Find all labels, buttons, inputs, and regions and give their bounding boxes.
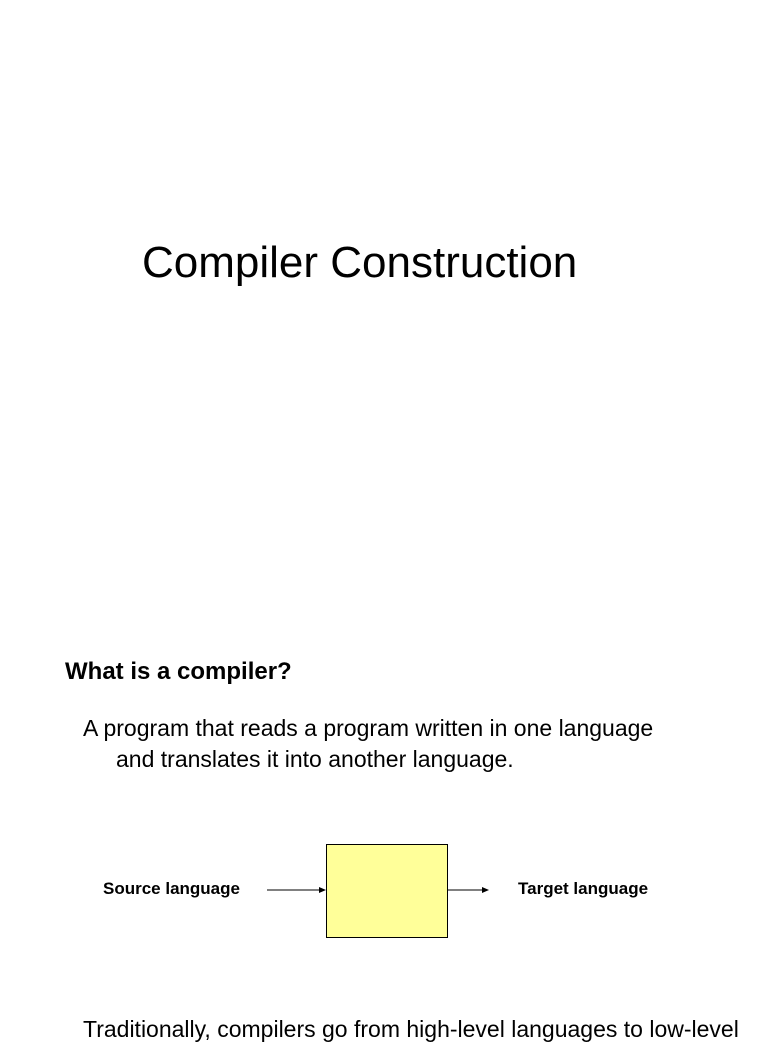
definition-text — [83, 713, 733, 775]
bullet-text-cutoff: Traditionally, compilers go from high-level languages to low-level — [83, 1016, 739, 1042]
section-heading: What is a compiler? — [65, 658, 292, 685]
source-language-label: Source language — [103, 879, 240, 898]
slide-title: Compiler Construction — [142, 238, 578, 287]
input-arrow-icon — [267, 884, 327, 896]
compiler-box — [326, 844, 448, 938]
target-language-label: Target language — [518, 879, 649, 898]
output-arrow-icon — [448, 884, 490, 896]
definition-line-1: A program that reads a program written in one language — [83, 715, 654, 741]
what-is-compiler-slide — [0, 576, 768, 1042]
definition-line-2: and translates it into another language. — [116, 746, 514, 772]
